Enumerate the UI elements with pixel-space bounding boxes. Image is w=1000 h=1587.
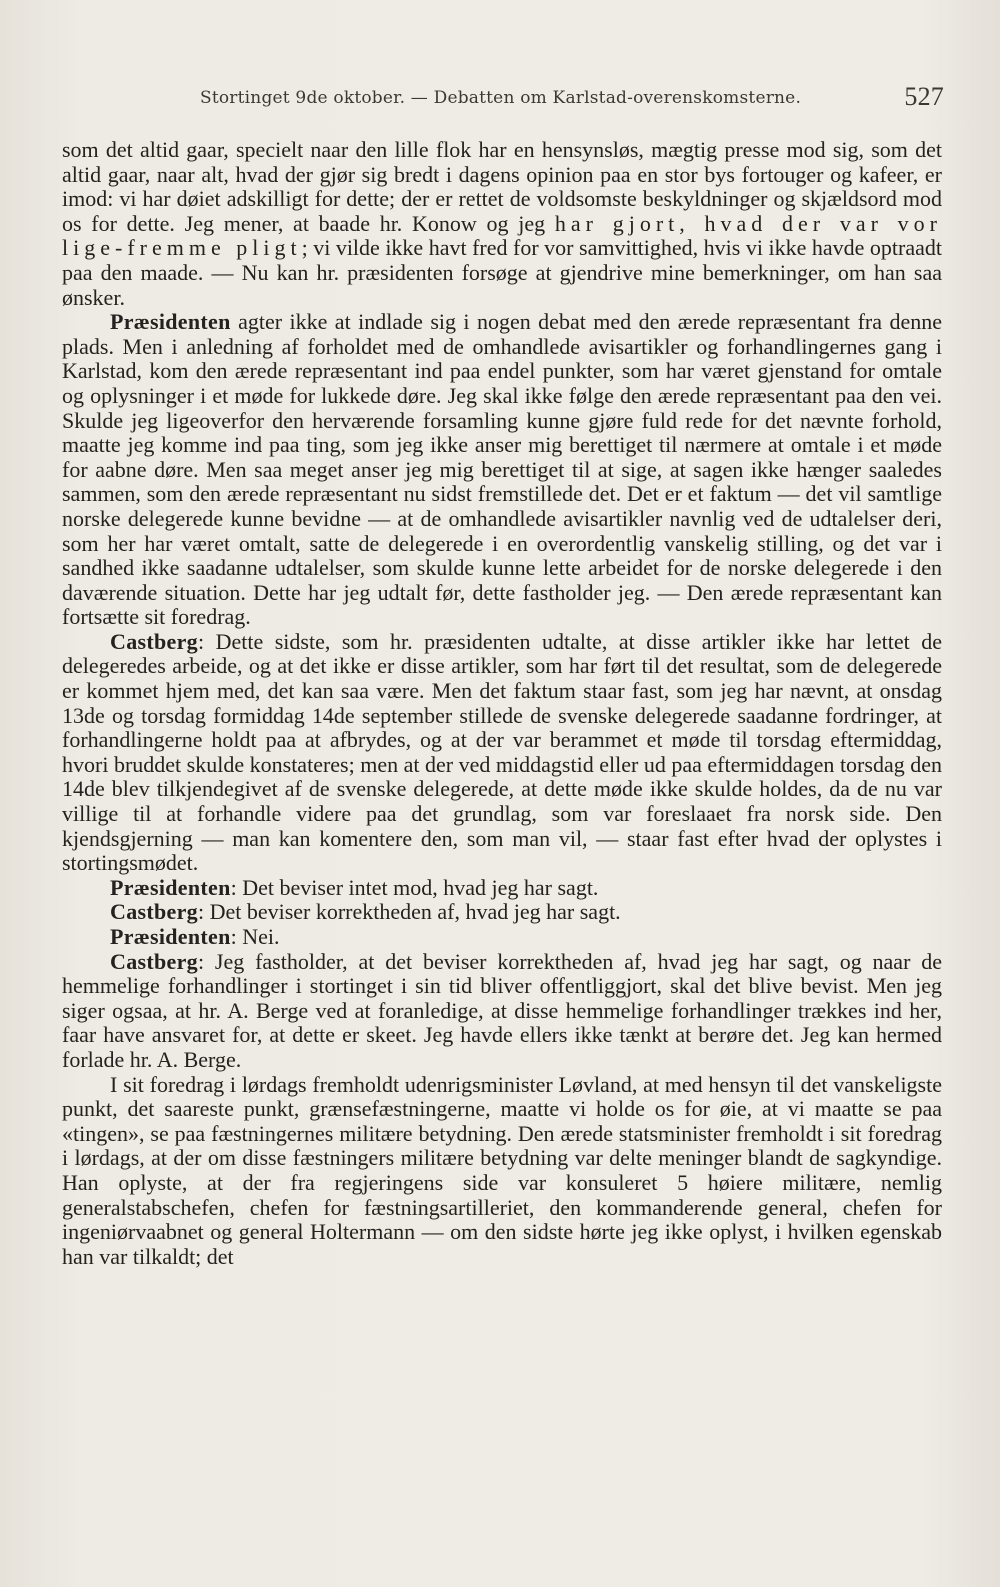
paragraph-3: Castberg: Dette sidste, som hr. præsidenten udtalte, at disse artikler ikke har lettet de delegeredes arbeide, og at det ikke er disse artikler, som har ført til det resultat, som de delegerede er kommet hjem med, det kan saa være. Men det faktum staar fast, som jeg har nævnt, at onsdag 13de og torsdag formiddag 14de september stillede de svenske delegerede saadanne fordringer, at forhandlingerne holdt paa at afbrydes, og at der var berammet et møde til torsdag eftermiddag, hvori bruddet skulde konstateres; men at der ved middagstid eller ud paa eftermiddagen torsdag den 14de blev tilkjendegivet af de svenske delegerede, at dette møde ikke skulde holdes, da de nu var villige til at forhandle videre paa det grundlag, som var foreslaaet fra norsk side. Den kjendsgjerning — man kan komentere den, som man vil, — staar fast efter hvad der oplystes i stortingsmødet. — [62, 628, 942, 876]
running-title: Stortinget 9de oktober. — Debatten om Karlstad-overenskomsterne. — [200, 88, 802, 108]
paragraph-5: Castberg: Det beviser korrektheden af, hvad jeg har sagt. — [110, 899, 621, 925]
emphasized-phrase: har gjort, hvad der var vor lige-fremme pligt — [62, 210, 942, 261]
paragraph-4: Præsidenten: Det beviser intet mod, hvad jeg har sagt. — [110, 874, 599, 900]
paragraph-8: I sit foredrag i lørdags fremholdt udenrigsminister Løvland, at med hensyn til det vanskeligste punkt, det saareste punkt, grænsefæstningerne, maatte vi holde os for øie, at vi maatte se paa «tingen», se paa fæstningernes militære betydning. Den ærede statsminister fremholdt i sit foredrag i lørdags, at der om disse fæstningers militære betydning var delte meninger blandt de sagkyndige. Han oplyste, at der fra regjeringens side var konsuleret 5 høiere militære, nemlig generalstabschefen, chefen for fæstningsartilleriet, den kommanderende general, chefen for ingeniørvaabnet og general Holtermann — om den sidste hørte jeg ikke oplyst, i hvilken egenskab han var tilkaldt; det — [62, 1071, 942, 1269]
paragraph-1: som det altid gaar, specielt naar den lille flok har en hensynsløs, mægtig presse mod sig, som det altid gaar, naar alt, hvad der gjør sig bredt i dagens opinion paa en stor bys fortouger og kafeer, er imod: vi har døiet adskilligt for dette; der er rettet de voldsomste beskyldninger og skjældsord mod os for dette. Jeg mener, at baade hr. Konow og jeg har gjort, hvad der var vor lige-fremme pligt; vi vilde ikke havt fred for vor samvittighed, hvis vi ikke havde optraadt paa den maade. — Nu kan hr. præsidenten forsøge at gjendrive mine bemerkninger, om han saa ønsker. — [62, 137, 942, 310]
speaker-name: Castberg — [110, 628, 198, 654]
page-number: 527 — [904, 82, 944, 111]
speaker-name: Præsidenten — [110, 924, 231, 949]
paragraph-7: Castberg: Jeg fastholder, at det beviser korrektheden af, hvad jeg har sagt, og naar de hemmelige forhandlinger i stortinget i sin tid bliver offentliggjort, skal det blive bevist. Men jeg siger ogsaa, at hr. A. Berge ved at foranledige, at disse hemmelige forhandlinger trækkes ind her, faar have ansvaret for, at dette er skeet. Jeg havde ellers ikke tænkt at berøre det. Jeg kan hermed forlade hr. A. Berge. — [62, 948, 942, 1072]
speaker-name: Castberg — [110, 899, 198, 925]
speaker-name: Præsidenten — [110, 874, 231, 900]
speaker-name: Præsidenten — [110, 309, 231, 335]
speaker-name: Castberg — [110, 948, 198, 974]
paragraph-2: Præsidenten agter ikke at indlade sig i nogen debat med den ærede repræsentant fra denne plads. Men i anledning af forholdet med de omhandlede avisartikler og forhandlingernes gang i Karlstad, kom den ærede repræsentant ind paa endel punkter, som har været gjenstand for omtale og oplysninger i et møde for lukkede døre. Jeg skal ikke følge den ærede repræsentant paa den vei. Skulde jeg ligeoverfor den herværende forsamling kunne gjøre fuld rede for det nævnte forhold, maatte jeg komme ind paa ting, som jeg ikke anser mig berettiget til nærmere at omtale i et møde for aabne døre. Men saa meget anser jeg mig berettiget til at sige, at sagen ikke hænger saaledes sammen, som den ærede repræsentant nu sidst fremstillede det. Det er et faktum — det vil samtlige norske delegerede kunne bevidne — at de omhandlede avisartikler navnlig ved de udtalelser deri, som her har været omtalt, satte de delegerede i en overordentlig vanskelig stilling, og det var i sandhed ikke saadanne udtalelser, som skulde kunne lette arbeidet for de norske delegerede i den daværende situation. Dette har jeg udtalt før, dette fastholder jeg. — Den ærede repræsentant kan fortsætte sit foredrag. — [62, 309, 942, 630]
paragraph-6: Præsidenten: Nei. — [110, 924, 280, 949]
page-body — [62, 138, 942, 1269]
